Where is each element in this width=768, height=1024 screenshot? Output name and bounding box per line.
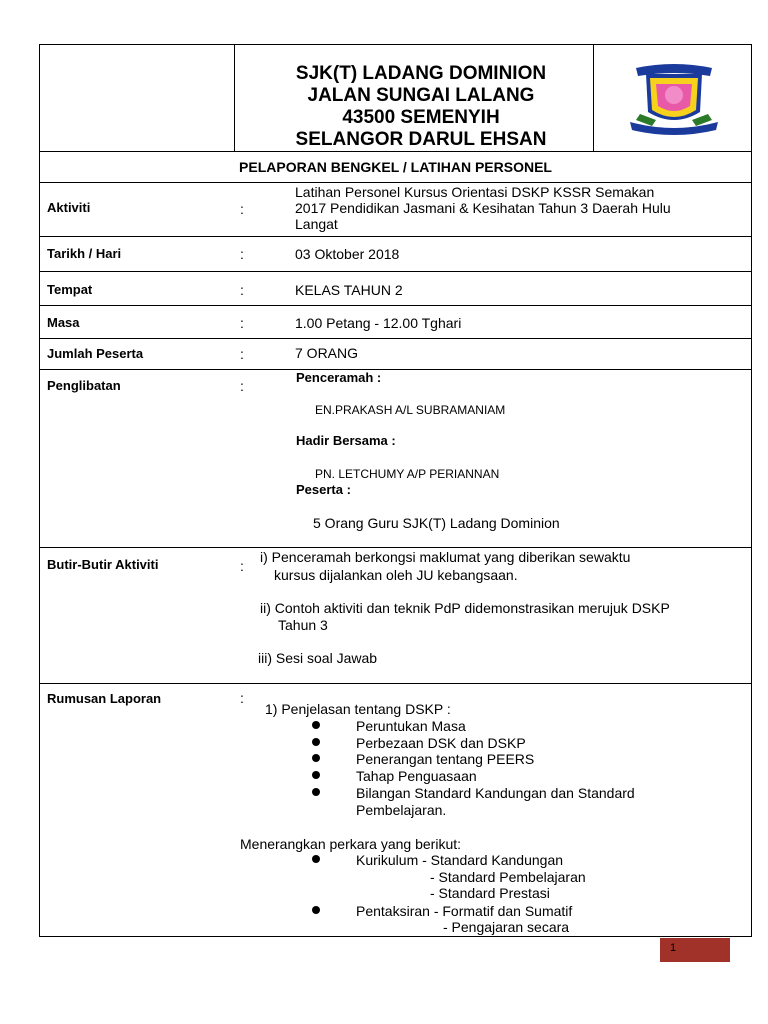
rumusan-intro2: Menerangkan perkara yang berikut:: [240, 836, 462, 852]
rumusan-kurikulum-sub2: - Standard Prestasi: [430, 885, 550, 901]
table-border-bottom: [39, 936, 752, 937]
colon-butir: :: [240, 558, 244, 574]
penceramah-name: EN.PRAKASH A/L SUBRAMANIAM: [315, 403, 506, 417]
masa-value: 1.00 Petang - 12.00 Tghari: [295, 315, 462, 331]
aktiviti-line1: Latihan Personel Kursus Orientasi DSKP KSSR Semakan: [295, 184, 655, 200]
school-name: SJK(T) LADANG DOMINION: [295, 63, 547, 84]
rumusan-bullet3: Penerangan tentang PEERS: [356, 751, 535, 767]
rumusan-kurikulum: Kurikulum - Standard Kandungan: [356, 852, 564, 868]
row-line-aktiviti: [39, 236, 752, 237]
colon-penglibatan: :: [240, 378, 244, 394]
peserta-heading: Peserta :: [296, 482, 351, 497]
label-tempat: Tempat: [47, 282, 93, 297]
title-bottom-line: [39, 182, 752, 183]
rumusan-bullet5: Bilangan Standard Kandungan dan Standard: [356, 785, 635, 801]
table-border-top: [39, 44, 752, 45]
address-line2: 43500 SEMENYIH: [342, 107, 500, 128]
butir-item1-line1: i) Penceramah berkongsi maklumat yang diberikan sewaktu: [260, 549, 631, 565]
rumusan-bullet5-cont: Pembelajaran.: [356, 802, 447, 818]
colon-masa: :: [240, 315, 244, 331]
label-aktiviti: Aktiviti: [47, 200, 91, 215]
rumusan-kurikulum-sub1: - Standard Pembelajaran: [430, 869, 586, 885]
tempat-value: KELAS TAHUN 2: [295, 282, 403, 298]
butir-item2-line1: ii) Contoh aktiviti dan teknik PdP didemonstrasikan merujuk DSKP: [260, 600, 670, 616]
address-line3: SELANGOR DARUL EHSAN: [295, 129, 547, 150]
school-crest-icon: [626, 64, 722, 138]
rumusan-pentaksiran: Pentaksiran - Formatif dan Sumatif: [356, 903, 573, 919]
header-divider-left: [234, 44, 235, 152]
colon-jumlah: :: [240, 346, 244, 362]
bullet-dot: [312, 855, 320, 863]
label-tarikh: Tarikh / Hari: [47, 246, 122, 261]
label-rumusan: Rumusan Laporan: [47, 691, 162, 706]
rumusan-bullet4: Tahap Penguasaan: [356, 768, 477, 784]
penceramah-heading: Penceramah :: [296, 370, 382, 385]
butir-item1-line2: kursus dijalankan oleh JU kebangsaan.: [274, 567, 518, 583]
label-penglibatan: Penglibatan: [47, 378, 121, 393]
hadir-name: PN. LETCHUMY A/P PERIANNAN: [315, 467, 500, 481]
table-border-left: [39, 44, 40, 937]
bullet-dot: [312, 721, 320, 729]
page-number-badge: [660, 938, 730, 962]
colon-rumusan: :: [240, 690, 244, 706]
rumusan-pentaksiran-sub1: - Pengajaran secara: [443, 919, 570, 935]
report-title: PELAPORAN BENGKEL / LATIHAN PERSONEL: [239, 159, 552, 175]
bullet-dot: [312, 906, 320, 914]
peserta-value: 5 Orang Guru SJK(T) Ladang Dominion: [313, 515, 560, 531]
page-number: 1: [670, 942, 677, 954]
rumusan-bullet1: Peruntukan Masa: [356, 718, 466, 734]
butir-item2-line2: Tahun 3: [278, 617, 328, 633]
label-jumlah: Jumlah Peserta: [47, 346, 144, 361]
bullet-dot: [312, 788, 320, 796]
label-masa: Masa: [47, 315, 80, 330]
hadir-heading: Hadir Bersama :: [296, 433, 396, 448]
butir-item3: iii) Sesi soal Jawab: [258, 650, 378, 666]
header-bottom-line: [39, 151, 752, 152]
colon-aktiviti: :: [240, 201, 244, 217]
address-line1: JALAN SUNGAI LALANG: [307, 85, 535, 106]
colon-tempat: :: [240, 282, 244, 298]
label-butir: Butir-Butir Aktiviti: [47, 557, 159, 572]
row-line-tarikh: [39, 271, 752, 272]
rumusan-point1: 1) Penjelasan tentang DSKP :: [265, 701, 451, 717]
row-line-jumlah: [39, 369, 752, 370]
colon-tarikh: :: [240, 246, 244, 262]
tarikh-value: 03 Oktober 2018: [295, 246, 400, 262]
colon-cell-rule: [234, 236, 284, 237]
bullet-dot: [312, 754, 320, 762]
row-line-tempat: [39, 305, 752, 306]
rumusan-bullet2: Perbezaan DSK dan DSKP: [356, 735, 526, 751]
bullet-dot: [312, 771, 320, 779]
row-line-penglibatan: [39, 547, 752, 548]
bullet-dot: [312, 738, 320, 746]
row-line-butir: [39, 683, 752, 684]
aktiviti-line2: 2017 Pendidikan Jasmani & Kesihatan Tahun 3 Daerah Hulu: [295, 200, 671, 216]
aktiviti-line3: Langat: [295, 216, 338, 232]
row-line-masa: [39, 338, 752, 339]
table-border-right: [751, 44, 752, 937]
jumlah-value: 7 ORANG: [295, 345, 359, 361]
